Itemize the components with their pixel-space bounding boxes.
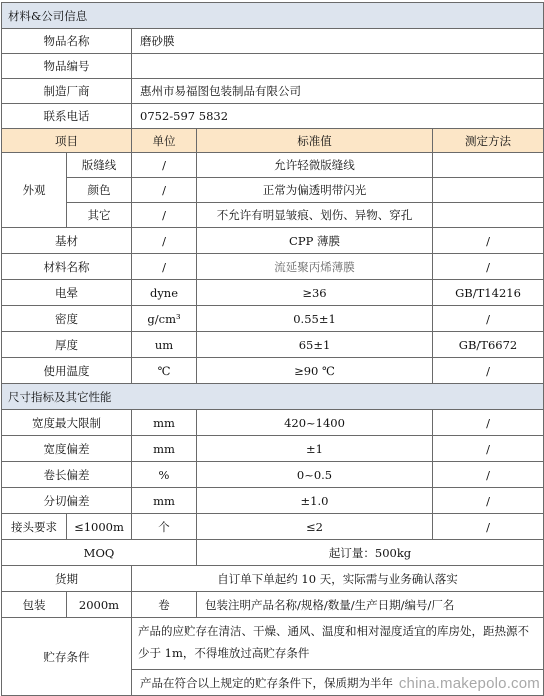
header-item: 项目 [2,129,132,153]
prop-name: 密度 [2,306,132,332]
spec-table [1,2,544,696]
storage-row [2,618,544,670]
size-row [2,462,544,488]
prop-name: 电晕 [2,280,132,306]
size-value: 420~1400 [197,410,433,436]
appearance-unit: / [132,153,197,178]
appearance-unit: / [132,203,197,228]
appearance-value: 允许轻微版缝线 [197,153,433,178]
section-size-title: 尺寸指标及其它性能 [2,384,544,410]
prop-method: / [433,228,544,254]
size-value: ±1.0 [197,488,433,514]
info-row [2,79,544,104]
delivery-value: 自订单下单起约 10 天，实际需与业务确认落实 [132,566,544,592]
prop-name: 材料名称 [2,254,132,280]
appearance-method [433,178,544,203]
delivery-label: 货期 [2,566,132,592]
maker-value: 惠州市易福图包装制品有限公司 [132,79,544,104]
prop-unit: / [132,228,197,254]
size-name: 分切偏差 [2,488,132,514]
prop-value: ≥36 [197,280,433,306]
packing-label: 包装 [2,592,67,618]
joint-value: ≤2 [197,514,433,540]
phone-label: 联系电话 [2,104,132,129]
size-row [2,488,544,514]
appearance-unit: / [132,178,197,203]
size-unit: mm [132,410,197,436]
storage-shelf-life: 产品在符合以上规定的贮存条件下，保质期为半年 [132,670,544,696]
size-value: 0~0.5 [197,462,433,488]
prop-row [2,280,544,306]
moq-label: MOQ [2,540,197,566]
maker-label: 制造厂商 [2,79,132,104]
prop-name: 基材 [2,228,132,254]
prop-row [2,254,544,280]
size-method: / [433,410,544,436]
info-row [2,29,544,54]
prop-row [2,358,544,384]
prop-method: / [433,358,544,384]
prop-value: ≥90 ℃ [197,358,433,384]
appearance-method [433,203,544,228]
packing-unit: 卷 [132,592,197,618]
prop-method: / [433,306,544,332]
size-row [2,436,544,462]
joint-row [2,514,544,540]
joint-unit: 个 [132,514,197,540]
size-name: 宽度最大限制 [2,410,132,436]
phone-value: 0752-597 5832 [132,104,544,129]
joint-condition: ≤1000m [67,514,132,540]
prop-row [2,306,544,332]
delivery-row [2,566,544,592]
prop-unit: / [132,254,197,280]
size-method: / [433,462,544,488]
appearance-value: 正常为偏透明带闪光 [197,178,433,203]
packing-value: 包装注明产品名称/规格/数量/生产日期/编号/厂名 [197,592,544,618]
section-material-row [2,3,544,29]
name-value: 磨砂膜 [132,29,544,54]
section-size-row [2,384,544,410]
size-row [2,410,544,436]
prop-unit: g/cm³ [132,306,197,332]
size-unit: % [132,462,197,488]
header-row [2,129,544,153]
info-row [2,104,544,129]
header-unit: 单位 [132,129,197,153]
joint-label: 接头要求 [2,514,67,540]
name-label: 物品名称 [2,29,132,54]
appearance-row [2,178,544,203]
appearance-name: 版缝线 [67,153,132,178]
prop-name: 厚度 [2,332,132,358]
size-name: 卷长偏差 [2,462,132,488]
packing-length: 2000m [67,592,132,618]
code-label: 物品编号 [2,54,132,79]
info-row [2,54,544,79]
appearance-value: 不允许有明显皱痕、划伤、异物、穿孔 [197,203,433,228]
size-name: 宽度偏差 [2,436,132,462]
appearance-row [2,203,544,228]
joint-method: / [433,514,544,540]
section-material-title: 材料&公司信息 [2,3,544,29]
appearance-group-label: 外观 [2,153,67,228]
prop-method: / [433,254,544,280]
size-unit: mm [132,436,197,462]
prop-row [2,228,544,254]
appearance-method [433,153,544,178]
storage-label: 贮存条件 [2,618,132,696]
prop-method: GB/T14216 [433,280,544,306]
appearance-row [2,153,544,178]
header-standard: 标准值 [197,129,433,153]
prop-name: 使用温度 [2,358,132,384]
prop-value: 流延聚丙烯薄膜 [197,254,433,280]
prop-unit: ℃ [132,358,197,384]
appearance-name: 其它 [67,203,132,228]
prop-unit: dyne [132,280,197,306]
size-value: ±1 [197,436,433,462]
code-value [132,54,544,79]
header-method: 测定方法 [433,129,544,153]
prop-method: GB/T6672 [433,332,544,358]
prop-row [2,332,544,358]
size-unit: mm [132,488,197,514]
appearance-name: 颜色 [67,178,132,203]
size-method: / [433,436,544,462]
prop-value: CPP 薄膜 [197,228,433,254]
size-method: / [433,488,544,514]
prop-unit: um [132,332,197,358]
watermark: china.makepolo.com [398,675,540,692]
moq-row [2,540,544,566]
packing-row [2,592,544,618]
prop-value: 0.55±1 [197,306,433,332]
moq-value: 起订量：500kg [197,540,544,566]
storage-text: 产品的应贮存在清洁、干燥、通风、温度和相对湿度适宜的库房处，距热源不少于 1m，不得堆放过高贮存条件 [132,618,544,670]
prop-value: 65±1 [197,332,433,358]
